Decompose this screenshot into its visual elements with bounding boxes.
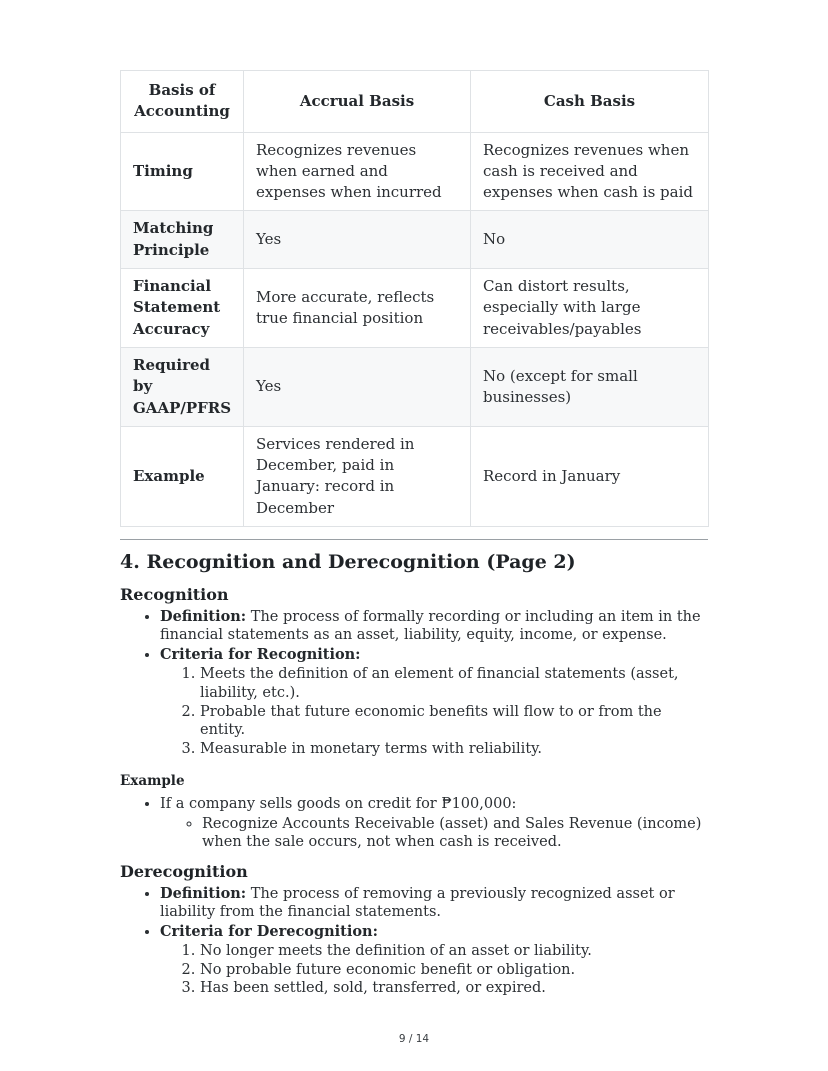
- definition-text: The process of removing a previously recognized asset or liability from the financial statements.: [160, 885, 675, 921]
- cash-cell: No: [471, 211, 709, 269]
- recognition-criteria-list: [160, 665, 708, 758]
- definition-label: Definition:: [160, 884, 247, 902]
- table-row: [121, 426, 709, 526]
- table-row: [121, 347, 709, 426]
- cash-cell: Can distort results, especially with large receivables/payables: [471, 269, 709, 348]
- row-label: Required by GAAP/PFRS: [121, 347, 244, 426]
- derecognition-heading: Derecognition: [120, 861, 248, 881]
- example-list: [120, 795, 708, 852]
- row-label: Example: [121, 426, 244, 526]
- cash-cell: Recognizes revenues when cash is received and expenses when cash is paid: [471, 132, 709, 211]
- accrual-cell: Yes: [244, 211, 471, 269]
- criteria-label: Criteria for Derecognition:: [160, 922, 378, 940]
- accrual-cell: Services rendered in December, paid in January: record in December: [244, 426, 471, 526]
- document-page: [120, 0, 708, 998]
- column-header: Accrual Basis: [244, 71, 471, 133]
- cash-cell: Record in January: [471, 426, 709, 526]
- example-detail: ◦ Recognize Accounts Receivable (asset) and Sales Revenue (income) when the sale occurs, not when cash is received.: [202, 815, 708, 852]
- table-row: [121, 269, 709, 348]
- criteria-item: 2. Probable that future economic benefits will flow to or from the entity.: [200, 703, 708, 740]
- column-header: Cash Basis: [471, 71, 709, 133]
- definition-text: The process of formally recording or including an item in the financial statements as an asset, liability, equity, income, or expense.: [160, 608, 701, 644]
- definition-label: Definition:: [160, 607, 247, 625]
- row-label: Matching Principle: [121, 211, 244, 269]
- page-number: 9 / 14: [398, 1033, 430, 1045]
- column-header: Basis of Accounting: [121, 71, 244, 133]
- derecognition-list: [120, 885, 708, 998]
- section-heading: 4. Recognition and Derecognition (Page 2): [120, 551, 576, 574]
- criteria-item: 3. Has been settled, sold, transferred, or expired.: [200, 979, 708, 998]
- criteria-item: 1. Meets the definition of an element of financial statements (asset, liability, etc.).: [200, 665, 708, 702]
- example-heading: Example: [120, 773, 185, 790]
- row-label: Financial Statement Accuracy: [121, 269, 244, 348]
- list-item: [160, 885, 708, 922]
- accounting-basis-comparison-table: [120, 70, 709, 527]
- criteria-item: 3. Measurable in monetary terms with reliability.: [200, 740, 708, 759]
- cash-cell: No (except for small businesses): [471, 347, 709, 426]
- table-row: [121, 132, 709, 211]
- derecognition-criteria-list: [160, 942, 708, 998]
- criteria-item: 1. No longer meets the definition of an asset or liability.: [200, 942, 708, 961]
- example-sublist: [160, 815, 708, 852]
- recognition-list: [120, 608, 708, 758]
- criteria-item: 2. No probable future economic benefit or obligation.: [200, 961, 708, 980]
- list-item: [160, 608, 708, 645]
- section-divider: [120, 539, 708, 540]
- accrual-cell: Recognizes revenues when earned and expenses when incurred: [244, 132, 471, 211]
- list-item: [160, 795, 708, 852]
- row-label: Timing: [121, 132, 244, 211]
- example-intro: If a company sells goods on credit for ₱100,000:: [160, 796, 517, 813]
- accrual-cell: Yes: [244, 347, 471, 426]
- criteria-label: Criteria for Recognition:: [160, 645, 361, 663]
- list-item: [160, 923, 708, 998]
- list-item: [160, 646, 708, 758]
- table-row: [121, 211, 709, 269]
- accrual-cell: More accurate, reflects true financial position: [244, 269, 471, 348]
- recognition-heading: Recognition: [120, 584, 229, 604]
- table-header-row: [121, 71, 709, 133]
